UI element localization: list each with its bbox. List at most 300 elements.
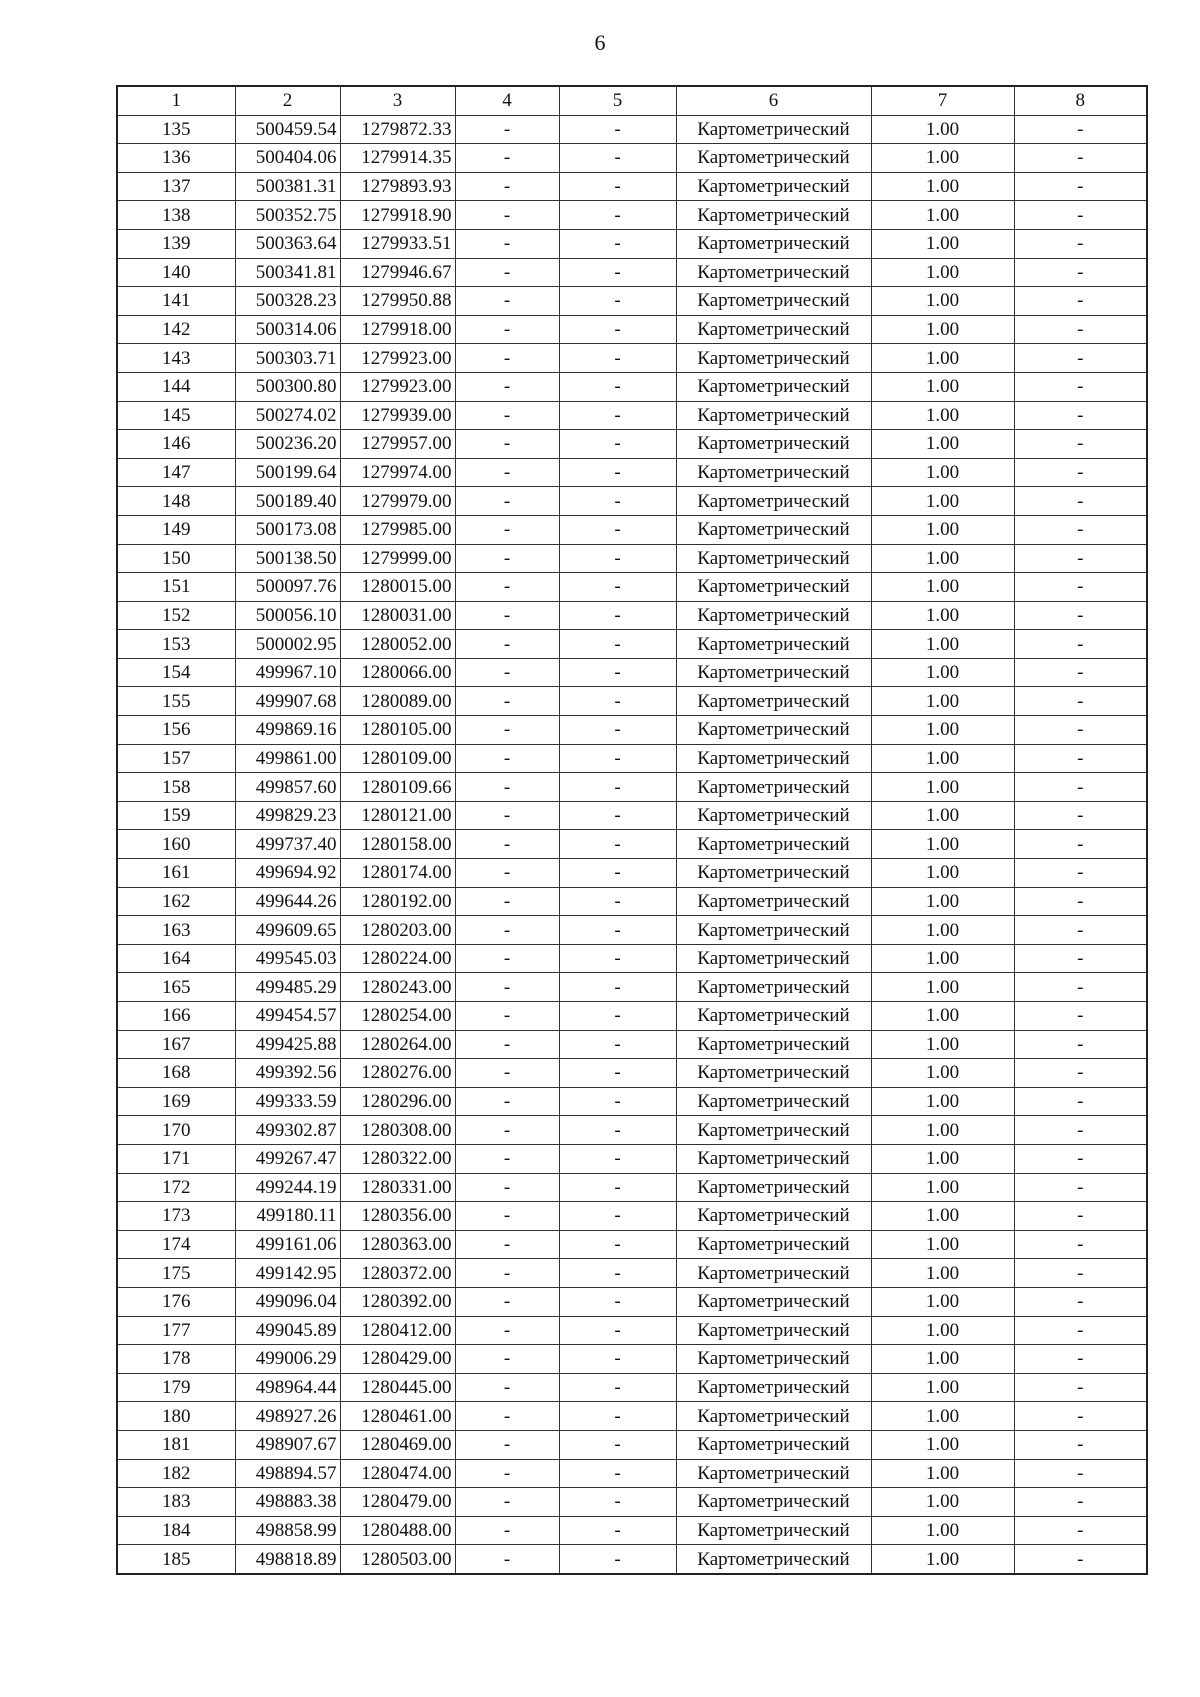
col-4-value-cell: - xyxy=(455,1259,559,1288)
point-number-cell: 151 xyxy=(117,573,235,602)
coordinate-x-cell: 500274.02 xyxy=(235,401,340,430)
col-5-value-cell: - xyxy=(559,687,676,716)
col-4-value-cell: - xyxy=(455,344,559,373)
table-row xyxy=(117,1516,1147,1545)
coordinate-y-cell: 1280158.00 xyxy=(340,830,455,859)
table-row xyxy=(117,1545,1147,1574)
col-4-value-cell: - xyxy=(455,1402,559,1431)
col-5-value-cell: - xyxy=(559,372,676,401)
coordinate-y-cell: 1279933.51 xyxy=(340,229,455,258)
point-number-cell: 147 xyxy=(117,458,235,487)
accuracy-cell: 1.00 xyxy=(871,1059,1014,1088)
method-cell: Картометрический xyxy=(676,115,871,144)
col-8-value-cell: - xyxy=(1014,1002,1147,1031)
coordinate-y-cell: 1279946.67 xyxy=(340,258,455,287)
col-4-value-cell: - xyxy=(455,716,559,745)
method-cell: Картометрический xyxy=(676,487,871,516)
table-row xyxy=(117,1230,1147,1259)
col-5-value-cell: - xyxy=(559,1345,676,1374)
point-number-cell: 138 xyxy=(117,201,235,230)
table-row xyxy=(117,744,1147,773)
col-8-value-cell: - xyxy=(1014,573,1147,602)
coordinate-x-cell: 500056.10 xyxy=(235,601,340,630)
coordinate-x-cell: 500404.06 xyxy=(235,144,340,173)
coordinate-x-cell: 498883.38 xyxy=(235,1488,340,1517)
col-5-value-cell: - xyxy=(559,601,676,630)
col-5-value-cell: - xyxy=(559,1002,676,1031)
point-number-cell: 174 xyxy=(117,1230,235,1259)
point-number-cell: 152 xyxy=(117,601,235,630)
coordinate-y-cell: 1279974.00 xyxy=(340,458,455,487)
col-5-value-cell: - xyxy=(559,1373,676,1402)
coordinate-x-cell: 499644.26 xyxy=(235,887,340,916)
table-row xyxy=(117,1316,1147,1345)
method-cell: Картометрический xyxy=(676,287,871,316)
col-5-value-cell: - xyxy=(559,887,676,916)
col-8-value-cell: - xyxy=(1014,887,1147,916)
header-row xyxy=(117,86,1147,115)
method-cell: Картометрический xyxy=(676,344,871,373)
coordinate-y-cell: 1280052.00 xyxy=(340,630,455,659)
accuracy-cell: 1.00 xyxy=(871,315,1014,344)
col-5-value-cell: - xyxy=(559,487,676,516)
method-cell: Картометрический xyxy=(676,716,871,745)
point-number-cell: 177 xyxy=(117,1316,235,1345)
method-cell: Картометрический xyxy=(676,1173,871,1202)
col-8-value-cell: - xyxy=(1014,1402,1147,1431)
column-header-1: 1 xyxy=(117,86,235,115)
col-4-value-cell: - xyxy=(455,859,559,888)
method-cell: Картометрический xyxy=(676,1459,871,1488)
col-4-value-cell: - xyxy=(455,1430,559,1459)
column-header-8: 8 xyxy=(1014,86,1147,115)
col-5-value-cell: - xyxy=(559,1545,676,1574)
point-number-cell: 157 xyxy=(117,744,235,773)
col-8-value-cell: - xyxy=(1014,1144,1147,1173)
coordinate-y-cell: 1280363.00 xyxy=(340,1230,455,1259)
col-8-value-cell: - xyxy=(1014,344,1147,373)
method-cell: Картометрический xyxy=(676,830,871,859)
col-5-value-cell: - xyxy=(559,801,676,830)
coordinate-y-cell: 1280296.00 xyxy=(340,1087,455,1116)
table-row xyxy=(117,1116,1147,1145)
col-8-value-cell: - xyxy=(1014,658,1147,687)
method-cell: Картометрический xyxy=(676,1430,871,1459)
col-8-value-cell: - xyxy=(1014,830,1147,859)
column-header-7: 7 xyxy=(871,86,1014,115)
accuracy-cell: 1.00 xyxy=(871,487,1014,516)
coordinate-x-cell: 499333.59 xyxy=(235,1087,340,1116)
accuracy-cell: 1.00 xyxy=(871,773,1014,802)
point-number-cell: 137 xyxy=(117,172,235,201)
accuracy-cell: 1.00 xyxy=(871,916,1014,945)
col-8-value-cell: - xyxy=(1014,1345,1147,1374)
coordinate-y-cell: 1280224.00 xyxy=(340,944,455,973)
coordinate-x-cell: 500459.54 xyxy=(235,115,340,144)
coordinate-x-cell: 500341.81 xyxy=(235,258,340,287)
col-5-value-cell: - xyxy=(559,1259,676,1288)
method-cell: Картометрический xyxy=(676,1230,871,1259)
coordinate-y-cell: 1280322.00 xyxy=(340,1144,455,1173)
method-cell: Картометрический xyxy=(676,515,871,544)
coordinate-y-cell: 1280308.00 xyxy=(340,1116,455,1145)
coordinate-y-cell: 1280445.00 xyxy=(340,1373,455,1402)
coordinate-y-cell: 1280015.00 xyxy=(340,573,455,602)
method-cell: Картометрический xyxy=(676,1345,871,1374)
point-number-cell: 180 xyxy=(117,1402,235,1431)
method-cell: Картометрический xyxy=(676,887,871,916)
accuracy-cell: 1.00 xyxy=(871,344,1014,373)
accuracy-cell: 1.00 xyxy=(871,1259,1014,1288)
col-5-value-cell: - xyxy=(559,1059,676,1088)
col-4-value-cell: - xyxy=(455,1230,559,1259)
coordinate-y-cell: 1280203.00 xyxy=(340,916,455,945)
col-8-value-cell: - xyxy=(1014,630,1147,659)
accuracy-cell: 1.00 xyxy=(871,1287,1014,1316)
coordinate-x-cell: 500097.76 xyxy=(235,573,340,602)
point-number-cell: 162 xyxy=(117,887,235,916)
method-cell: Картометрический xyxy=(676,601,871,630)
col-8-value-cell: - xyxy=(1014,1545,1147,1574)
table-row xyxy=(117,1173,1147,1202)
accuracy-cell: 1.00 xyxy=(871,401,1014,430)
point-number-cell: 156 xyxy=(117,716,235,745)
coordinate-x-cell: 500199.64 xyxy=(235,458,340,487)
method-cell: Картометрический xyxy=(676,916,871,945)
coordinate-y-cell: 1280066.00 xyxy=(340,658,455,687)
accuracy-cell: 1.00 xyxy=(871,1345,1014,1374)
col-4-value-cell: - xyxy=(455,658,559,687)
accuracy-cell: 1.00 xyxy=(871,1173,1014,1202)
coordinate-y-cell: 1279923.00 xyxy=(340,372,455,401)
coordinate-y-cell: 1280412.00 xyxy=(340,1316,455,1345)
col-8-value-cell: - xyxy=(1014,172,1147,201)
coordinate-y-cell: 1280392.00 xyxy=(340,1287,455,1316)
method-cell: Картометрический xyxy=(676,973,871,1002)
method-cell: Картометрический xyxy=(676,144,871,173)
column-header-4: 4 xyxy=(455,86,559,115)
table-row xyxy=(117,287,1147,316)
method-cell: Картометрический xyxy=(676,1002,871,1031)
point-number-cell: 173 xyxy=(117,1202,235,1231)
point-number-cell: 135 xyxy=(117,115,235,144)
table-row xyxy=(117,1144,1147,1173)
col-8-value-cell: - xyxy=(1014,973,1147,1002)
point-number-cell: 160 xyxy=(117,830,235,859)
coordinate-x-cell: 498894.57 xyxy=(235,1459,340,1488)
point-number-cell: 143 xyxy=(117,344,235,373)
accuracy-cell: 1.00 xyxy=(871,1087,1014,1116)
coordinate-y-cell: 1280109.66 xyxy=(340,773,455,802)
col-5-value-cell: - xyxy=(559,201,676,230)
coordinate-y-cell: 1280503.00 xyxy=(340,1545,455,1574)
col-4-value-cell: - xyxy=(455,916,559,945)
col-5-value-cell: - xyxy=(559,172,676,201)
accuracy-cell: 1.00 xyxy=(871,1202,1014,1231)
point-number-cell: 163 xyxy=(117,916,235,945)
table-row xyxy=(117,315,1147,344)
col-4-value-cell: - xyxy=(455,687,559,716)
coordinate-y-cell: 1279872.33 xyxy=(340,115,455,144)
point-number-cell: 150 xyxy=(117,544,235,573)
col-8-value-cell: - xyxy=(1014,372,1147,401)
point-number-cell: 142 xyxy=(117,315,235,344)
col-8-value-cell: - xyxy=(1014,944,1147,973)
col-4-value-cell: - xyxy=(455,773,559,802)
col-8-value-cell: - xyxy=(1014,315,1147,344)
col-8-value-cell: - xyxy=(1014,801,1147,830)
col-8-value-cell: - xyxy=(1014,1516,1147,1545)
col-8-value-cell: - xyxy=(1014,1116,1147,1145)
table-row xyxy=(117,658,1147,687)
coordinate-x-cell: 499045.89 xyxy=(235,1316,340,1345)
method-cell: Картометрический xyxy=(676,372,871,401)
table-row xyxy=(117,172,1147,201)
col-8-value-cell: - xyxy=(1014,544,1147,573)
coordinate-x-cell: 499737.40 xyxy=(235,830,340,859)
point-number-cell: 181 xyxy=(117,1430,235,1459)
table-row xyxy=(117,1259,1147,1288)
col-4-value-cell: - xyxy=(455,258,559,287)
col-8-value-cell: - xyxy=(1014,1030,1147,1059)
point-number-cell: 139 xyxy=(117,229,235,258)
col-5-value-cell: - xyxy=(559,344,676,373)
col-4-value-cell: - xyxy=(455,287,559,316)
table-row xyxy=(117,1059,1147,1088)
col-5-value-cell: - xyxy=(559,658,676,687)
accuracy-cell: 1.00 xyxy=(871,716,1014,745)
accuracy-cell: 1.00 xyxy=(871,287,1014,316)
point-number-cell: 154 xyxy=(117,658,235,687)
point-number-cell: 170 xyxy=(117,1116,235,1145)
accuracy-cell: 1.00 xyxy=(871,229,1014,258)
accuracy-cell: 1.00 xyxy=(871,544,1014,573)
col-8-value-cell: - xyxy=(1014,1316,1147,1345)
coordinate-y-cell: 1279893.93 xyxy=(340,172,455,201)
col-5-value-cell: - xyxy=(559,144,676,173)
coordinate-y-cell: 1279957.00 xyxy=(340,430,455,459)
col-5-value-cell: - xyxy=(559,258,676,287)
method-cell: Картометрический xyxy=(676,544,871,573)
table-row xyxy=(117,115,1147,144)
accuracy-cell: 1.00 xyxy=(871,658,1014,687)
coordinate-y-cell: 1280331.00 xyxy=(340,1173,455,1202)
col-8-value-cell: - xyxy=(1014,1202,1147,1231)
col-8-value-cell: - xyxy=(1014,1373,1147,1402)
col-5-value-cell: - xyxy=(559,1202,676,1231)
coordinate-x-cell: 498858.99 xyxy=(235,1516,340,1545)
col-8-value-cell: - xyxy=(1014,1488,1147,1517)
point-number-cell: 155 xyxy=(117,687,235,716)
accuracy-cell: 1.00 xyxy=(871,115,1014,144)
method-cell: Картометрический xyxy=(676,430,871,459)
col-4-value-cell: - xyxy=(455,487,559,516)
col-5-value-cell: - xyxy=(559,1516,676,1545)
accuracy-cell: 1.00 xyxy=(871,1373,1014,1402)
method-cell: Картометрический xyxy=(676,229,871,258)
table-row xyxy=(117,1087,1147,1116)
col-4-value-cell: - xyxy=(455,515,559,544)
column-header-5: 5 xyxy=(559,86,676,115)
col-8-value-cell: - xyxy=(1014,1459,1147,1488)
table-row xyxy=(117,1202,1147,1231)
table-row xyxy=(117,1002,1147,1031)
col-5-value-cell: - xyxy=(559,716,676,745)
coordinate-x-cell: 500138.50 xyxy=(235,544,340,573)
coordinate-x-cell: 500381.31 xyxy=(235,172,340,201)
table-row xyxy=(117,401,1147,430)
col-4-value-cell: - xyxy=(455,801,559,830)
col-4-value-cell: - xyxy=(455,458,559,487)
coordinate-y-cell: 1280264.00 xyxy=(340,1030,455,1059)
table-row xyxy=(117,801,1147,830)
point-number-cell: 183 xyxy=(117,1488,235,1517)
coordinate-y-cell: 1280356.00 xyxy=(340,1202,455,1231)
point-number-cell: 167 xyxy=(117,1030,235,1059)
col-4-value-cell: - xyxy=(455,1545,559,1574)
column-header-2: 2 xyxy=(235,86,340,115)
coordinate-x-cell: 499302.87 xyxy=(235,1116,340,1145)
point-number-cell: 168 xyxy=(117,1059,235,1088)
coordinate-x-cell: 499425.88 xyxy=(235,1030,340,1059)
coordinate-x-cell: 499694.92 xyxy=(235,859,340,888)
table-row xyxy=(117,944,1147,973)
col-5-value-cell: - xyxy=(559,944,676,973)
coordinate-y-cell: 1280276.00 xyxy=(340,1059,455,1088)
table-row xyxy=(117,887,1147,916)
coordinate-y-cell: 1279923.00 xyxy=(340,344,455,373)
accuracy-cell: 1.00 xyxy=(871,1230,1014,1259)
coordinate-y-cell: 1279914.35 xyxy=(340,144,455,173)
col-4-value-cell: - xyxy=(455,1516,559,1545)
coordinate-x-cell: 499485.29 xyxy=(235,973,340,1002)
col-5-value-cell: - xyxy=(559,916,676,945)
point-number-cell: 179 xyxy=(117,1373,235,1402)
col-5-value-cell: - xyxy=(559,1430,676,1459)
col-5-value-cell: - xyxy=(559,544,676,573)
coordinate-x-cell: 500363.64 xyxy=(235,229,340,258)
col-5-value-cell: - xyxy=(559,1230,676,1259)
col-4-value-cell: - xyxy=(455,1087,559,1116)
table-row xyxy=(117,458,1147,487)
table-row xyxy=(117,1345,1147,1374)
col-4-value-cell: - xyxy=(455,1488,559,1517)
coordinate-x-cell: 499869.16 xyxy=(235,716,340,745)
col-4-value-cell: - xyxy=(455,1316,559,1345)
col-8-value-cell: - xyxy=(1014,716,1147,745)
col-5-value-cell: - xyxy=(559,630,676,659)
col-5-value-cell: - xyxy=(559,1144,676,1173)
accuracy-cell: 1.00 xyxy=(871,601,1014,630)
col-5-value-cell: - xyxy=(559,315,676,344)
coordinate-x-cell: 499609.65 xyxy=(235,916,340,945)
col-4-value-cell: - xyxy=(455,944,559,973)
coordinate-y-cell: 1279979.00 xyxy=(340,487,455,516)
point-number-cell: 141 xyxy=(117,287,235,316)
coordinate-x-cell: 498907.67 xyxy=(235,1430,340,1459)
table-row xyxy=(117,1459,1147,1488)
point-number-cell: 149 xyxy=(117,515,235,544)
col-8-value-cell: - xyxy=(1014,1059,1147,1088)
accuracy-cell: 1.00 xyxy=(871,887,1014,916)
coordinate-x-cell: 499096.04 xyxy=(235,1287,340,1316)
coordinate-x-cell: 500303.71 xyxy=(235,344,340,373)
accuracy-cell: 1.00 xyxy=(871,1402,1014,1431)
method-cell: Картометрический xyxy=(676,1116,871,1145)
col-8-value-cell: - xyxy=(1014,744,1147,773)
coordinate-x-cell: 499142.95 xyxy=(235,1259,340,1288)
col-5-value-cell: - xyxy=(559,401,676,430)
point-number-cell: 136 xyxy=(117,144,235,173)
col-5-value-cell: - xyxy=(559,287,676,316)
coordinate-y-cell: 1280109.00 xyxy=(340,744,455,773)
table-row xyxy=(117,201,1147,230)
col-4-value-cell: - xyxy=(455,1459,559,1488)
col-5-value-cell: - xyxy=(559,973,676,1002)
coordinate-y-cell: 1280474.00 xyxy=(340,1459,455,1488)
col-5-value-cell: - xyxy=(559,115,676,144)
coordinate-x-cell: 498964.44 xyxy=(235,1373,340,1402)
coordinate-y-cell: 1280031.00 xyxy=(340,601,455,630)
col-5-value-cell: - xyxy=(559,1287,676,1316)
accuracy-cell: 1.00 xyxy=(871,630,1014,659)
col-5-value-cell: - xyxy=(559,1459,676,1488)
col-8-value-cell: - xyxy=(1014,430,1147,459)
point-number-cell: 145 xyxy=(117,401,235,430)
coordinate-x-cell: 498818.89 xyxy=(235,1545,340,1574)
coordinate-x-cell: 500002.95 xyxy=(235,630,340,659)
col-4-value-cell: - xyxy=(455,1116,559,1145)
coordinate-y-cell: 1280089.00 xyxy=(340,687,455,716)
table-row xyxy=(117,487,1147,516)
point-number-cell: 185 xyxy=(117,1545,235,1574)
method-cell: Картометрический xyxy=(676,1144,871,1173)
method-cell: Картометрический xyxy=(676,944,871,973)
method-cell: Картометрический xyxy=(676,573,871,602)
method-cell: Картометрический xyxy=(676,744,871,773)
col-5-value-cell: - xyxy=(559,515,676,544)
coordinate-x-cell: 499857.60 xyxy=(235,773,340,802)
point-number-cell: 159 xyxy=(117,801,235,830)
coordinate-y-cell: 1280192.00 xyxy=(340,887,455,916)
coordinate-y-cell: 1280105.00 xyxy=(340,716,455,745)
table-row xyxy=(117,630,1147,659)
col-4-value-cell: - xyxy=(455,1173,559,1202)
col-8-value-cell: - xyxy=(1014,287,1147,316)
table-row xyxy=(117,1030,1147,1059)
col-4-value-cell: - xyxy=(455,744,559,773)
coordinate-y-cell: 1280429.00 xyxy=(340,1345,455,1374)
coordinate-y-cell: 1279950.88 xyxy=(340,287,455,316)
col-4-value-cell: - xyxy=(455,229,559,258)
table-body xyxy=(117,115,1147,1574)
method-cell: Картометрический xyxy=(676,687,871,716)
method-cell: Картометрический xyxy=(676,859,871,888)
accuracy-cell: 1.00 xyxy=(871,258,1014,287)
col-8-value-cell: - xyxy=(1014,1087,1147,1116)
col-8-value-cell: - xyxy=(1014,687,1147,716)
col-8-value-cell: - xyxy=(1014,201,1147,230)
coordinate-y-cell: 1280243.00 xyxy=(340,973,455,1002)
point-number-cell: 153 xyxy=(117,630,235,659)
coordinate-y-cell: 1279985.00 xyxy=(340,515,455,544)
method-cell: Картометрический xyxy=(676,201,871,230)
table-row xyxy=(117,716,1147,745)
coordinates-table xyxy=(116,85,1148,1575)
accuracy-cell: 1.00 xyxy=(871,1459,1014,1488)
col-8-value-cell: - xyxy=(1014,916,1147,945)
col-8-value-cell: - xyxy=(1014,601,1147,630)
